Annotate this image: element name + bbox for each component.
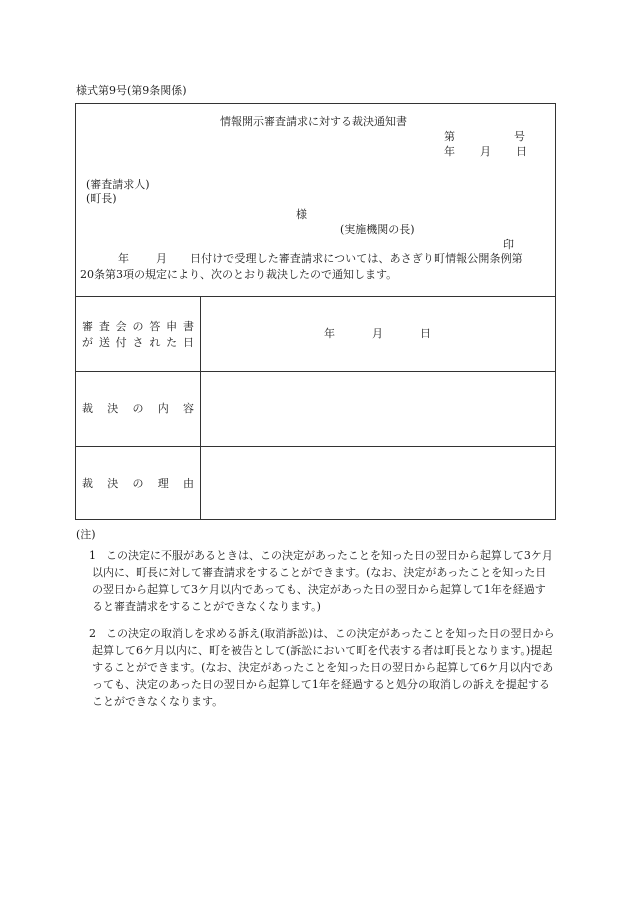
body-line-2: 20条第3項の規定により、次のとおり裁決したので通知します。 [80,268,398,281]
date-month: 月 [480,145,491,158]
row1-label-line1: 審 査 会 の 答 申 書 [82,320,194,333]
requester-label: (審査請求人) [86,178,150,191]
note-2-text: この決定の取消しを求める訴え(取消訴訟)は、この決定があったことを知った日の翌日から起算して6ケ月以内に、町を被告として(訴訟において町を代表する者は町長となります。)提起することができます。(なお、決定があったことを知った日の翌日から起算して6ケ月以内であっても、決定のあった日の翌日から起算して1年を経過すると処分の取消しの訴えを提起することができなくなります。 [92,627,555,708]
note-2-number: 2 [89,627,96,640]
notes-header: (注) [76,528,96,541]
row1-value-day: 日 [420,327,431,340]
number-prefix: 第 [444,130,455,143]
form-frame [75,103,556,520]
row3-label: 裁 決 の 理 由 [82,477,194,490]
note-1-number: 1 [89,549,96,562]
table-row-line-1 [75,371,556,372]
form-label: 様式第9号(第9条関係) [76,84,187,97]
table-top-line [75,296,556,297]
agency-head-label: (実施機関の長) [340,223,415,236]
row1-label-line2: が 送 付 さ れ た 日 [82,336,194,349]
note-1-text: この決定に不服があるときは、この決定があったことを知った日の翌日から起算して3ケ月以内に、町長に対して審査請求をすることができます。(なお、決定があったことを知った日の翌日から起算して3ケ月以内であっても、決定があった日の翌日から起算して1年を経過すると審査請求をすることができなくなります。) [92,549,553,613]
row1-value-month: 月 [372,327,383,340]
date-year: 年 [444,145,455,158]
document-title: 情報開示審査請求に対する裁決通知書 [220,115,407,128]
honorific-sama: 様 [296,208,307,221]
date-day: 日 [516,145,527,158]
seal-mark: 印 [503,238,514,251]
row1-value-year: 年 [324,327,335,340]
body-year: 年 [118,252,129,265]
body-line-1: 日付けで受理した審査請求については、あさぎり町情報公開条例第 [190,252,523,265]
row2-label: 裁 決 の 内 容 [82,402,194,415]
mayor-label: (町長) [86,192,117,205]
number-suffix: 号 [514,130,525,143]
table-column-line [200,296,201,520]
body-month: 月 [156,252,167,265]
table-row-line-2 [75,446,556,447]
